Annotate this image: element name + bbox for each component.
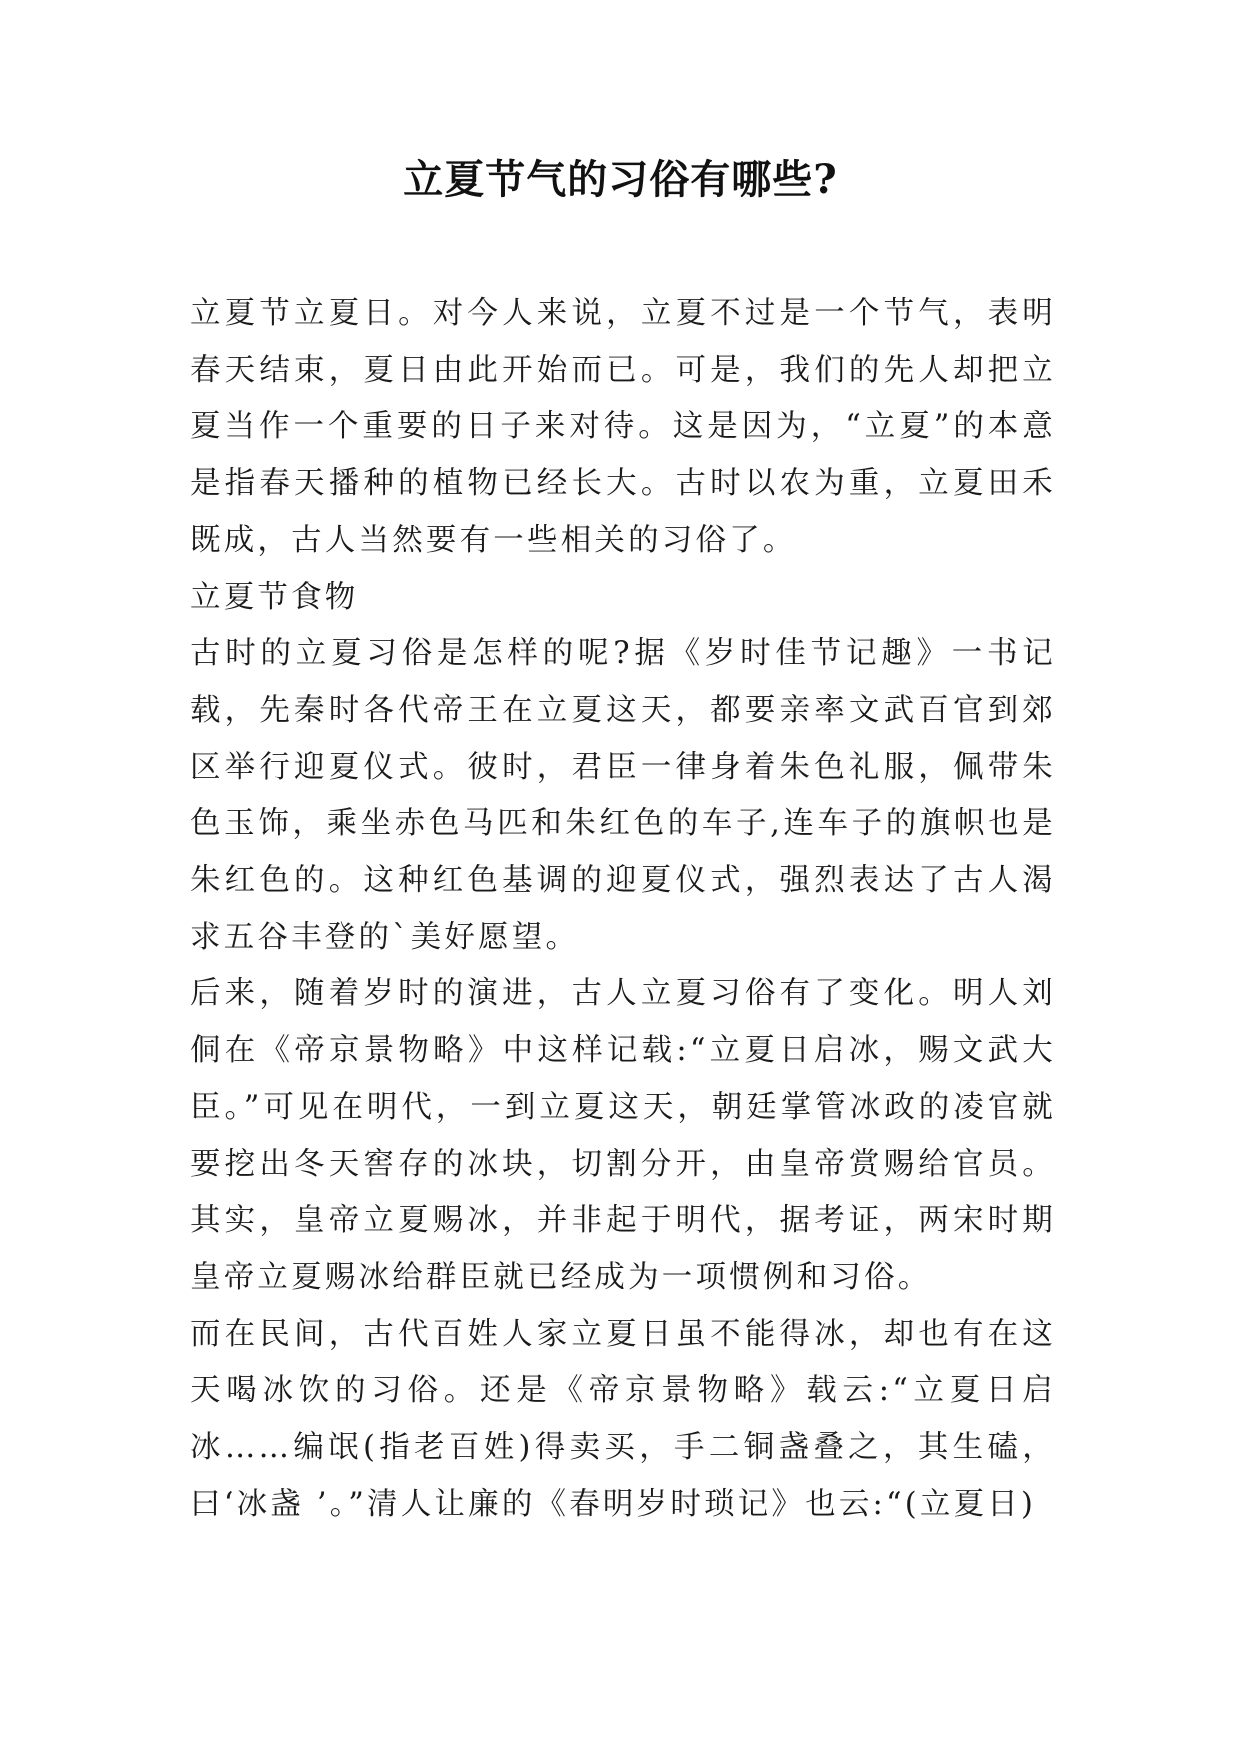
paragraph-ancient-custom: 古时的立夏习俗是怎样的呢?据《岁时佳节记趣》一书记载，先秦时各代帝王在立夏这天，都要亲率文武百官到郊区举行迎夏仪式。彼时，君臣一律身着朱色礼服，佩带朱色玉饰，乘坐赤色马匹和朱红色的车子,连车子的旗帜也是朱红色的。这种红色基调的迎夏仪式，强烈表达了古人渴求五谷丰登的`美好愿望。 [190, 636, 1056, 955]
paragraph-intro: 立夏节立夏日。对今人来说，立夏不过是一个节气，表明春天结束，夏日由此开始而已。可是，我们的先人却把立夏当作一个重要的日子来对待。这是因为，“立夏”的本意是指春天播种的植物已经长大。古时以农为重，立夏田禾既成，古人当然要有一些相关的习俗了。 [190, 296, 1056, 558]
paragraph-ming-custom: 后来，随着岁时的演进，古人立夏习俗有了变化。明人刘侗在《帝京景物略》中这样记载:“立夏日启冰，赐文武大臣。”可见在明代，一到立夏这天，朝廷掌管冰政的凌官就要挖出冬天窖存的冰块，切割分开，由皇帝赏赐给官员。其实，皇帝立夏赐冰，并非起于明代，据考证，两宋时期皇帝立夏赐冰给群臣就已经成为一项惯例和习俗。 [190, 976, 1056, 1295]
paragraph-folk-custom: 而在民间，古代百姓人家立夏日虽不能得冰，却也有在这天喝冰饮的习俗。还是《帝京景物略》载云:“立夏日启冰……编氓(指老百姓)得卖买，手二铜盏叠之，其生磕，曰‘冰盏 ’。”清人让廉的《春明岁时琐记》也云:“(立夏日) [190, 1316, 1056, 1522]
document-body [190, 286, 1056, 1533]
document-title: 立夏节气的习俗有哪些? [403, 156, 838, 203]
section-heading-food: 立夏节食物 [190, 579, 359, 615]
